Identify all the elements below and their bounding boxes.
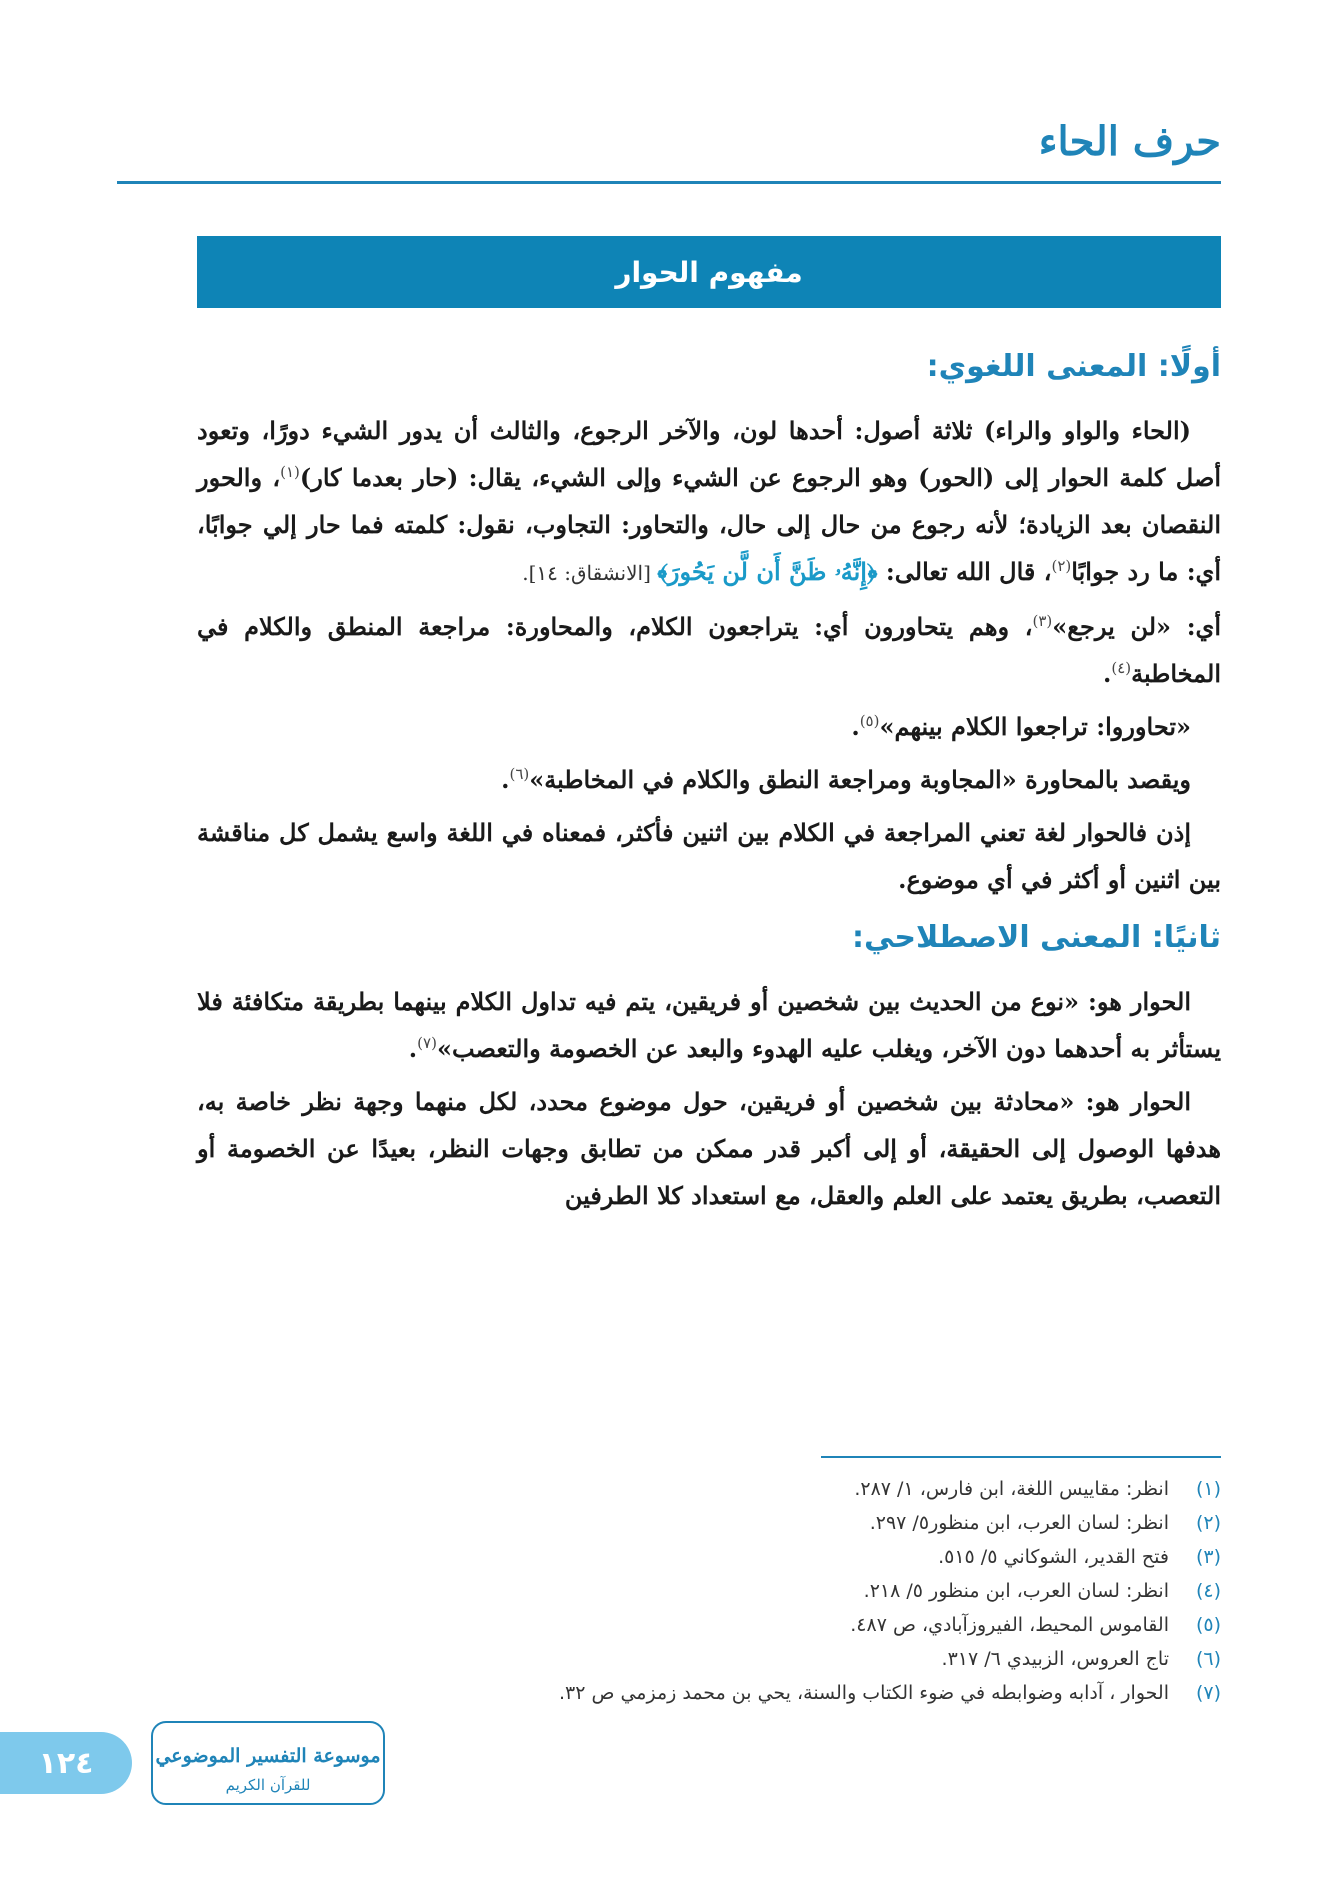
footnote-text: تاج العروس، الزبيدي ٦/ ٣١٧. [941, 1648, 1169, 1670]
paragraph-text: ويقصد بالمحاورة «المجاوبة ومراجعة النطق والكلام في المخاطبة» [529, 765, 1191, 794]
footnote-ref[interactable]: (٥) [859, 712, 880, 730]
paragraph-text: . [851, 712, 860, 741]
paragraph-text: (الحاء والواو والراء) ثلاثة أصول: أحدها لون، والآخر الرجوع، والثالث أن يدور الشيء دورًا، وتعود أصل كلمة الحوار إلى (الحور) وهو الرجوع عن الشيء وإلى الشيء، يقال: (حار بعدما كار) [197, 416, 1221, 492]
subheading-linguistic: أولًا: المعنى اللغوي: [926, 349, 1221, 384]
footnote-item [197, 1574, 1221, 1608]
footnote-text: فتح القدير، الشوكاني ٥/ ٥١٥. [938, 1546, 1169, 1568]
encyclopedia-logo [148, 1718, 388, 1808]
footnote-number: (٥) [1195, 1614, 1221, 1636]
footnote-text: الحوار ، آدابه وضوابطه في ضوء الكتاب والسنة، يحي بن محمد زمزمي ص ٣٢. [558, 1682, 1169, 1704]
paragraph-text: . [501, 765, 510, 794]
footnote-number: (٧) [1195, 1682, 1221, 1704]
paragraph [197, 603, 1221, 697]
footnote-item [197, 1472, 1221, 1506]
footnote-number: (٤) [1195, 1580, 1221, 1602]
paragraph-text: «تحاوروا: تراجعوا الكلام بينهم» [879, 712, 1191, 741]
logo-title: موسوعة التفسير الموضوعي [155, 1745, 381, 1767]
footnote-text: انظر: لسان العرب، ابن منظور ٥/ ٢١٨. [863, 1580, 1169, 1602]
paragraph [197, 703, 1221, 750]
paragraph [197, 978, 1221, 1072]
footnote-ref[interactable]: (٦) [509, 765, 530, 783]
footnote-item [197, 1642, 1221, 1676]
footnote-ref[interactable]: (٤) [1111, 659, 1132, 677]
paragraph: إذن فالحوار لغة تعني المراجعة في الكلام بين اثنين فأكثر، فمعناه في اللغة واسع يشمل كل مناقشة بين اثنين أو أكثر في أي موضوع. [197, 818, 1221, 894]
page-number: ١٢٤ [38, 1745, 94, 1781]
footnote-divider [821, 1456, 1221, 1458]
footnote-item [197, 1540, 1221, 1574]
footnote-text: انظر: لسان العرب، ابن منظور٥/ ٢٩٧. [869, 1512, 1169, 1534]
footnote-number: (١) [1195, 1478, 1221, 1500]
section-banner-title: مفهوم الحوار [615, 255, 803, 289]
footnote-ref[interactable]: (٢) [1051, 557, 1072, 575]
paragraph-text: . [408, 1034, 418, 1063]
main-content [197, 332, 1221, 1225]
paragraph [197, 756, 1221, 803]
footnote-item [197, 1608, 1221, 1642]
paragraph-text: الحوار هو: «نوع من الحديث بين شخصين أو فريقين، يتم فيه تداول الكلام بينهما بطريقة متكافئة فلا يستأثر به أحدهما دون الآخر، ويغلب عليه الهدوء والبعد عن الخصومة والتعصب» [197, 987, 1221, 1063]
footnotes-list [197, 1472, 1221, 1710]
paragraph-text: ، قال الله تعالى: [877, 557, 1052, 586]
paragraph-text: . [1102, 659, 1112, 688]
footnote-number: (٣) [1195, 1546, 1221, 1568]
paragraph-text: أي: «لن يرجع» [1052, 612, 1222, 641]
paragraph-text: ، والحور النقصان بعد الزيادة؛ لأنه رجوع من حال إلى حال، والتحاور: التجاوب، نقول: كلمته فما حار إلي جوابًا، أي: ما رد جوابًا [197, 463, 1221, 586]
footnote-ref[interactable]: (١) [280, 463, 300, 481]
paragraph-text: ، وهم يتحاورون أي: يتراجعون الكلام، والمحاورة: مراجعة المنطق والكلام في المخاطبة [197, 612, 1221, 688]
chapter-title: حرف الحاء [1038, 118, 1221, 165]
page-number-badge [0, 1732, 132, 1794]
footnote-number: (٦) [1195, 1648, 1221, 1670]
footnote-item [197, 1676, 1221, 1710]
footnote-number: (٢) [1195, 1512, 1221, 1534]
paragraph [197, 407, 1221, 597]
footnote-text: القاموس المحيط، الفيروزآبادي، ص ٤٨٧. [850, 1614, 1169, 1636]
logo-subtitle: للقرآن الكريم [225, 1776, 311, 1794]
subheading-terminological: ثانيًا: المعنى الاصطلاحي: [852, 920, 1221, 955]
footnote-text: انظر: مقاييس اللغة، ابن فارس، ١/ ٢٨٧. [854, 1478, 1169, 1500]
footnote-item [197, 1506, 1221, 1540]
footnote-ref[interactable]: (٣) [1032, 612, 1053, 630]
verse-citation: [الانشقاق: ١٤]. [522, 561, 658, 585]
header-divider [117, 181, 1221, 184]
footnote-ref[interactable]: (٧) [417, 1034, 437, 1052]
quran-verse: ﴿إِنَّهُۥ ظَنَّ أَن لَّن يَحُورَ﴾ [657, 557, 878, 586]
section-banner [197, 236, 1221, 308]
paragraph: الحوار هو: «محادثة بين شخصين أو فريقين، حول موضوع محدد، لكل منهما وجهة نظر خاصة به، هدفها الوصول إلى الحقيقة، أو إلى أكبر قدر ممكن من تطابق وجهات النظر، بعيدًا عن الخصومة أو التعصب، بطريق يعتمد على العلم والعقل، مع استعداد كلا الطرفين [197, 1087, 1221, 1210]
